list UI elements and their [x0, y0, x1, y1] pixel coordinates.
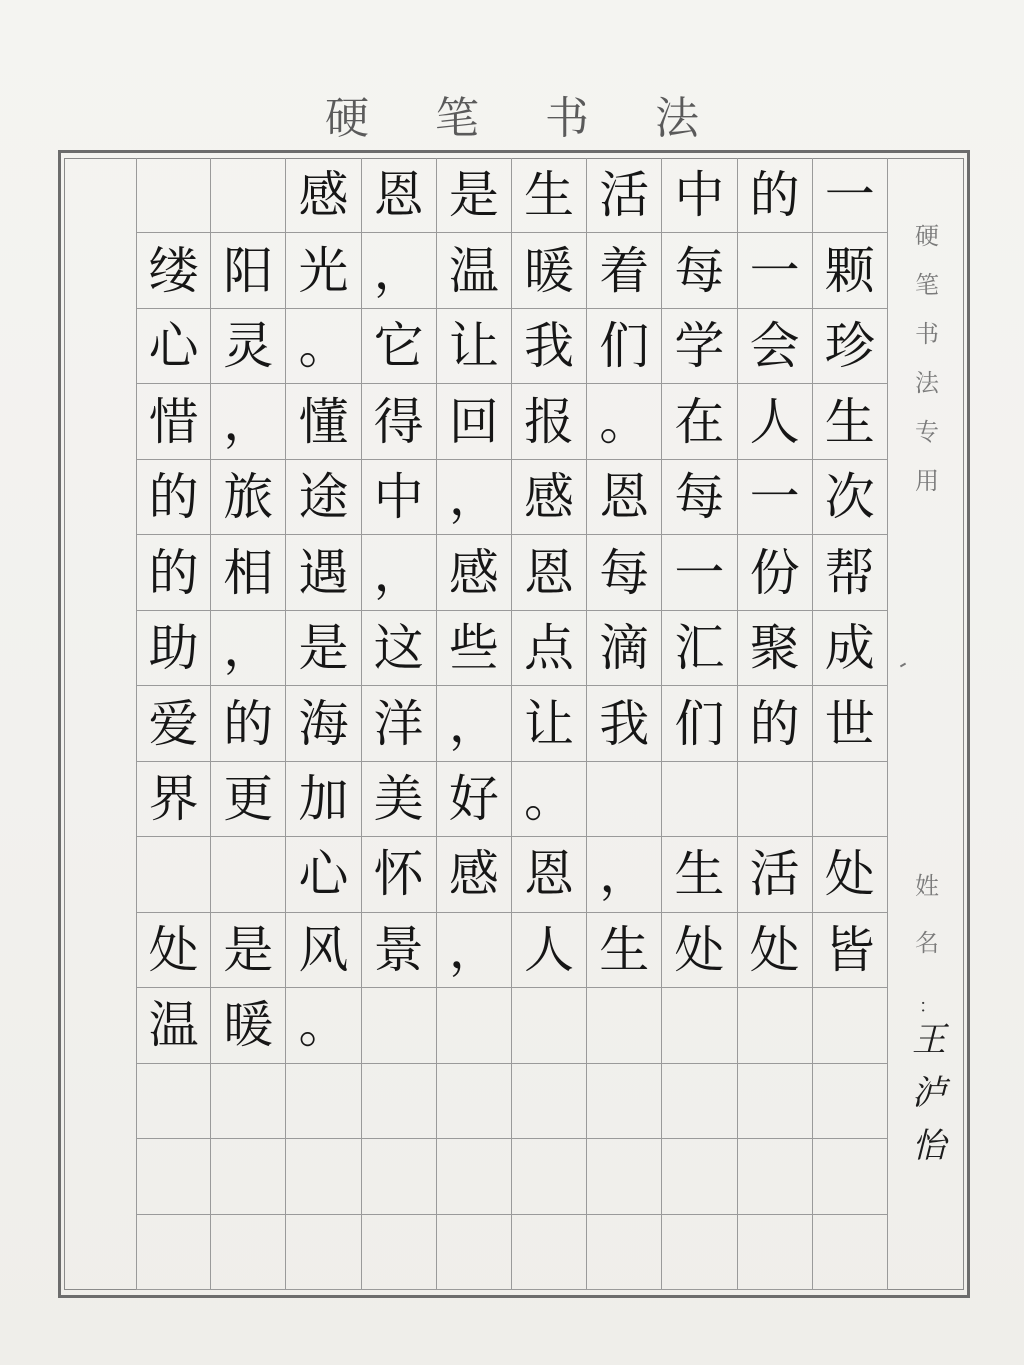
grid-cell: 心 — [136, 309, 211, 384]
grid-cell: 的 — [136, 535, 211, 610]
grid-cell: 让 — [512, 686, 587, 761]
title-char: 硬 — [325, 93, 369, 144]
grid-cell: 感 — [437, 837, 512, 912]
grid-cell: 助 — [136, 611, 211, 686]
grid-cell: 旅 — [211, 460, 286, 535]
signature-char: 泸 — [912, 1073, 946, 1113]
grid-cell: 爱 — [136, 686, 211, 761]
grid-cell: 。 — [512, 762, 587, 837]
grid-cell: 世 — [813, 686, 888, 761]
grid-cell: 中 — [662, 158, 737, 233]
grid-cell: 恩 — [587, 460, 662, 535]
grid-cell — [738, 988, 813, 1063]
grid-cell: 洋 — [362, 686, 437, 761]
signature-char: 怡 — [912, 1126, 946, 1166]
name-colon: ： — [919, 996, 937, 1017]
grid-cell: ， — [437, 913, 512, 988]
grid-cell: 着 — [587, 233, 662, 308]
grid-cell: 成 — [813, 611, 888, 686]
grid-cell — [738, 762, 813, 837]
grid-cell: 这 — [362, 611, 437, 686]
grid-cell: 怀 — [362, 837, 437, 912]
grid-cell: 是 — [286, 611, 361, 686]
grid-cell: 的 — [211, 686, 286, 761]
grid-cell — [662, 1064, 737, 1139]
grid-cell — [512, 1215, 587, 1290]
page-title — [0, 82, 1024, 146]
grid-cell — [136, 158, 211, 233]
name-label — [902, 866, 952, 958]
grid-cell: 阳 — [211, 233, 286, 308]
grid-cell: ， — [362, 233, 437, 308]
grid-cell: 处 — [136, 913, 211, 988]
grid-cell: 。 — [587, 384, 662, 459]
grid-cell: 美 — [362, 762, 437, 837]
grid-cell: ， — [211, 611, 286, 686]
title-char: 法 — [655, 93, 699, 144]
grid-cell: 风 — [286, 913, 361, 988]
grid-cell: 好 — [437, 762, 512, 837]
grid-cell: 界 — [136, 762, 211, 837]
grid-cell — [362, 988, 437, 1063]
grid-cell — [662, 762, 737, 837]
grid-cell: 温 — [136, 988, 211, 1063]
grid-cell — [738, 1139, 813, 1214]
signature-char: 王 — [912, 1020, 946, 1060]
grid-cell — [437, 1215, 512, 1290]
grid-cell: 感 — [512, 460, 587, 535]
grid-cell: 让 — [437, 309, 512, 384]
grid-cell: 们 — [662, 686, 737, 761]
grid-cell: 处 — [662, 913, 737, 988]
grid-cell: 光 — [286, 233, 361, 308]
grid-cell: 我 — [587, 686, 662, 761]
grid-cell — [738, 1215, 813, 1290]
grid-cell: 。 — [286, 309, 361, 384]
grid-cell: 途 — [286, 460, 361, 535]
grid-cell: 处 — [813, 837, 888, 912]
grid-cell: 生 — [512, 158, 587, 233]
grid-cell: 些 — [437, 611, 512, 686]
grid-cell: 灵 — [211, 309, 286, 384]
grid-cell: 报 — [512, 384, 587, 459]
grid-cell: 感 — [437, 535, 512, 610]
grid-cell: 惜 — [136, 384, 211, 459]
grid-cell: ， — [437, 460, 512, 535]
grid-cell — [136, 1139, 211, 1214]
grid-cell — [437, 1139, 512, 1214]
grid-cell — [662, 988, 737, 1063]
title-char: 笔 — [435, 93, 479, 144]
grid-cell: 海 — [286, 686, 361, 761]
writing-grid — [136, 158, 888, 1290]
grid-cell: 懂 — [286, 384, 361, 459]
grid-cell — [813, 1139, 888, 1214]
grid-cell — [587, 1064, 662, 1139]
grid-cell: 皆 — [813, 913, 888, 988]
grid-cell: 一 — [662, 535, 737, 610]
grid-cell — [587, 1215, 662, 1290]
grid-cell: 聚 — [738, 611, 813, 686]
grid-cell: 相 — [211, 535, 286, 610]
side-label-char: 笔 — [915, 271, 939, 299]
grid-cell: 生 — [587, 913, 662, 988]
grid-cell — [286, 1215, 361, 1290]
grid-cell: 我 — [512, 309, 587, 384]
grid-cell: 景 — [362, 913, 437, 988]
grid-cell: 每 — [587, 535, 662, 610]
grid-cell: 的 — [136, 460, 211, 535]
name-label-char: 名 — [915, 929, 939, 957]
grid-cell — [437, 1064, 512, 1139]
grid-cell: 一 — [738, 233, 813, 308]
grid-cell: 人 — [738, 384, 813, 459]
grid-cell: 更 — [211, 762, 286, 837]
grid-cell: 得 — [362, 384, 437, 459]
grid-cell: 加 — [286, 762, 361, 837]
grid-cell — [662, 1139, 737, 1214]
grid-cell — [813, 988, 888, 1063]
grid-cell: 回 — [437, 384, 512, 459]
grid-cell — [512, 988, 587, 1063]
grid-cell — [512, 1139, 587, 1214]
grid-cell — [211, 1139, 286, 1214]
grid-cell — [211, 837, 286, 912]
grid-cell: 暖 — [211, 988, 286, 1063]
grid-cell: 的 — [738, 686, 813, 761]
grid-cell — [286, 1064, 361, 1139]
grid-cell — [211, 1064, 286, 1139]
side-label-char: 专 — [915, 418, 939, 446]
grid-cell: 活 — [587, 158, 662, 233]
grid-cell: ， — [362, 535, 437, 610]
grid-cell: 是 — [437, 158, 512, 233]
grid-cell: 滴 — [587, 611, 662, 686]
grid-cell — [362, 1064, 437, 1139]
grid-cell: 的 — [738, 158, 813, 233]
side-label — [902, 216, 952, 496]
side-label-char: 用 — [915, 467, 939, 495]
grid-cell: 生 — [813, 384, 888, 459]
side-label-char: 书 — [915, 320, 939, 348]
grid-cell: 它 — [362, 309, 437, 384]
grid-cell — [587, 762, 662, 837]
grid-cell: 是 — [211, 913, 286, 988]
grid-cell — [587, 1139, 662, 1214]
grid-cell: 。 — [286, 988, 361, 1063]
grid-cell: 一 — [738, 460, 813, 535]
grid-cell: ， — [587, 837, 662, 912]
grid-cell: 暖 — [512, 233, 587, 308]
grid-cell — [512, 1064, 587, 1139]
grid-cell: 心 — [286, 837, 361, 912]
grid-cell — [738, 1064, 813, 1139]
grid-cell — [136, 1064, 211, 1139]
grid-cell: 人 — [512, 913, 587, 988]
grid-cell: 活 — [738, 837, 813, 912]
grid-cell: 遇 — [286, 535, 361, 610]
grid-cell — [362, 1215, 437, 1290]
grid-cell: 每 — [662, 460, 737, 535]
grid-cell: ， — [211, 384, 286, 459]
grid-cell: 点 — [512, 611, 587, 686]
side-label-char: 法 — [915, 369, 939, 397]
grid-cell — [813, 1215, 888, 1290]
grid-cell — [286, 1139, 361, 1214]
name-label-char: 姓 — [915, 872, 939, 900]
grid-cell: 恩 — [362, 158, 437, 233]
grid-cell: 次 — [813, 460, 888, 535]
grid-cell: 缕 — [136, 233, 211, 308]
grid-cell — [211, 1215, 286, 1290]
grid-cell — [437, 988, 512, 1063]
grid-cell: 在 — [662, 384, 737, 459]
grid-cell — [813, 1064, 888, 1139]
grid-cell: 恩 — [512, 837, 587, 912]
grid-cell — [136, 837, 211, 912]
grid-cell: 每 — [662, 233, 737, 308]
grid-cell: 份 — [738, 535, 813, 610]
grid-cell: ， — [437, 686, 512, 761]
grid-cell: 们 — [587, 309, 662, 384]
grid-cell: 颗 — [813, 233, 888, 308]
grid-cell — [362, 1139, 437, 1214]
grid-cell: 帮 — [813, 535, 888, 610]
grid-cell: 生 — [662, 837, 737, 912]
grid-cell: 一 — [813, 158, 888, 233]
grid-cell: 会 — [738, 309, 813, 384]
grid-cell: 处 — [738, 913, 813, 988]
grid-cell: 温 — [437, 233, 512, 308]
grid-cell: 珍 — [813, 309, 888, 384]
grid-cell: 感 — [286, 158, 361, 233]
grid-cell: 中 — [362, 460, 437, 535]
grid-cell — [662, 1215, 737, 1290]
grid-cell — [136, 1215, 211, 1290]
side-label-char: 硬 — [915, 222, 939, 250]
grid-cell: 汇 — [662, 611, 737, 686]
grid-cell: 学 — [662, 309, 737, 384]
grid-cell — [813, 762, 888, 837]
signature — [906, 1012, 952, 1167]
title-char: 书 — [545, 93, 589, 144]
grid-cell — [211, 158, 286, 233]
grid-cell: 恩 — [512, 535, 587, 610]
grid-cell — [587, 988, 662, 1063]
